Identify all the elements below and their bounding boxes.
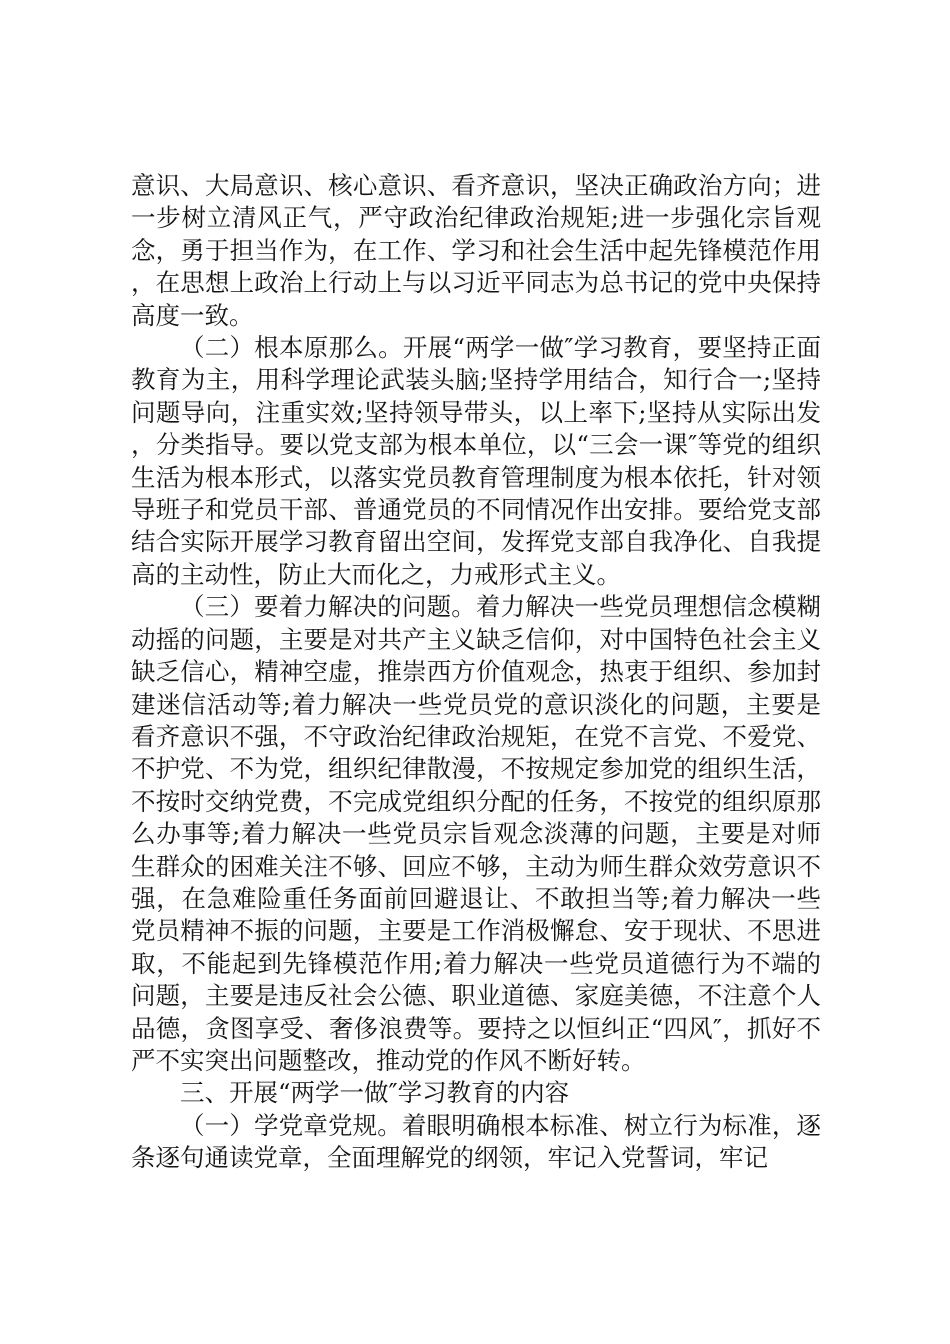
paragraph-continuation: 意识、大局意识、核心意识、看齐意识，坚决正确政治方向；进一步树立清风正气，严守政治纪律政治规矩;进一步强化宗旨观念，勇于担当作为，在工作、学习和社会生活中起先锋模范作用，在思想上政治上行动上与以习近平同志为总书记的党中央保持高度一致。 — [131, 171, 821, 330]
document-body — [131, 170, 821, 1175]
paragraph-study-party-constitution: （一）学党章党规。着眼明确根本标准、树立行为标准，逐条逐句通读党章，全面理解党的纲领，牢记入党誓词，牢记 — [131, 1110, 821, 1173]
paragraph-problems-to-solve: （三）要着力解决的问题。着力解决一些党员理想信念模糊动摇的问题，主要是对共产主义缺乏信仰，对中国特色社会主义缺乏信心，精神空虚，推崇西方价值观念，热衷于组织、参加封建迷信活动等;着力解决一些党员党的意识淡化的问题，主要是看齐意识不强，不守政治纪律政治规矩，在党不言党、不爱党、不护党、不为党，组织纪律散漫，不按规定参加党的组织生活，不按时交纳党费，不完成党组织分配的任务，不按党的组织原那么办事等;着力解决一些党员宗旨观念淡薄的问题，主要是对师生群众的困难关注不够、回应不够，主动为师生群众效劳意识不强，在急难险重任务面前回避退让、不敢担当等;着力解决一些党员精神不振的问题，主要是工作消极懈怠、安于现状、不思进取，不能起到先锋模范作用;着力解决一些党员道德行为不端的问题，主要是违反社会公德、职业道德、家庭美德，不注意个人品德，贪图享受、奢侈浪费等。要持之以恒纠正“四风″，抓好不严不实突出问题整改，推动党的作风不断好转。 — [131, 592, 821, 1075]
section-heading-content: 三、开展“两学一做″学习教育的内容 — [180, 1078, 570, 1108]
paragraph-basic-principles: （二）根本原那么。开展“两学一做″学习教育，要坚持正面教育为主，用科学理论武装头脑;坚持学用结合，知行合一;坚持问题导向，注重实效;坚持领导带头，以上率下;坚持从实际出发，分类指导。要以党支部为根本单位，以“三会一课″等党的组织生活为根本形式，以落实党员教育管理制度为根本依托，针对领导班子和党员干部、普通党员的不同情况作出安排。要给党支部结合实际开展学习教育留出空间，发挥党支部自我净化、自我提高的主动性，防止大而化之，力戒形式主义。 — [131, 333, 821, 589]
